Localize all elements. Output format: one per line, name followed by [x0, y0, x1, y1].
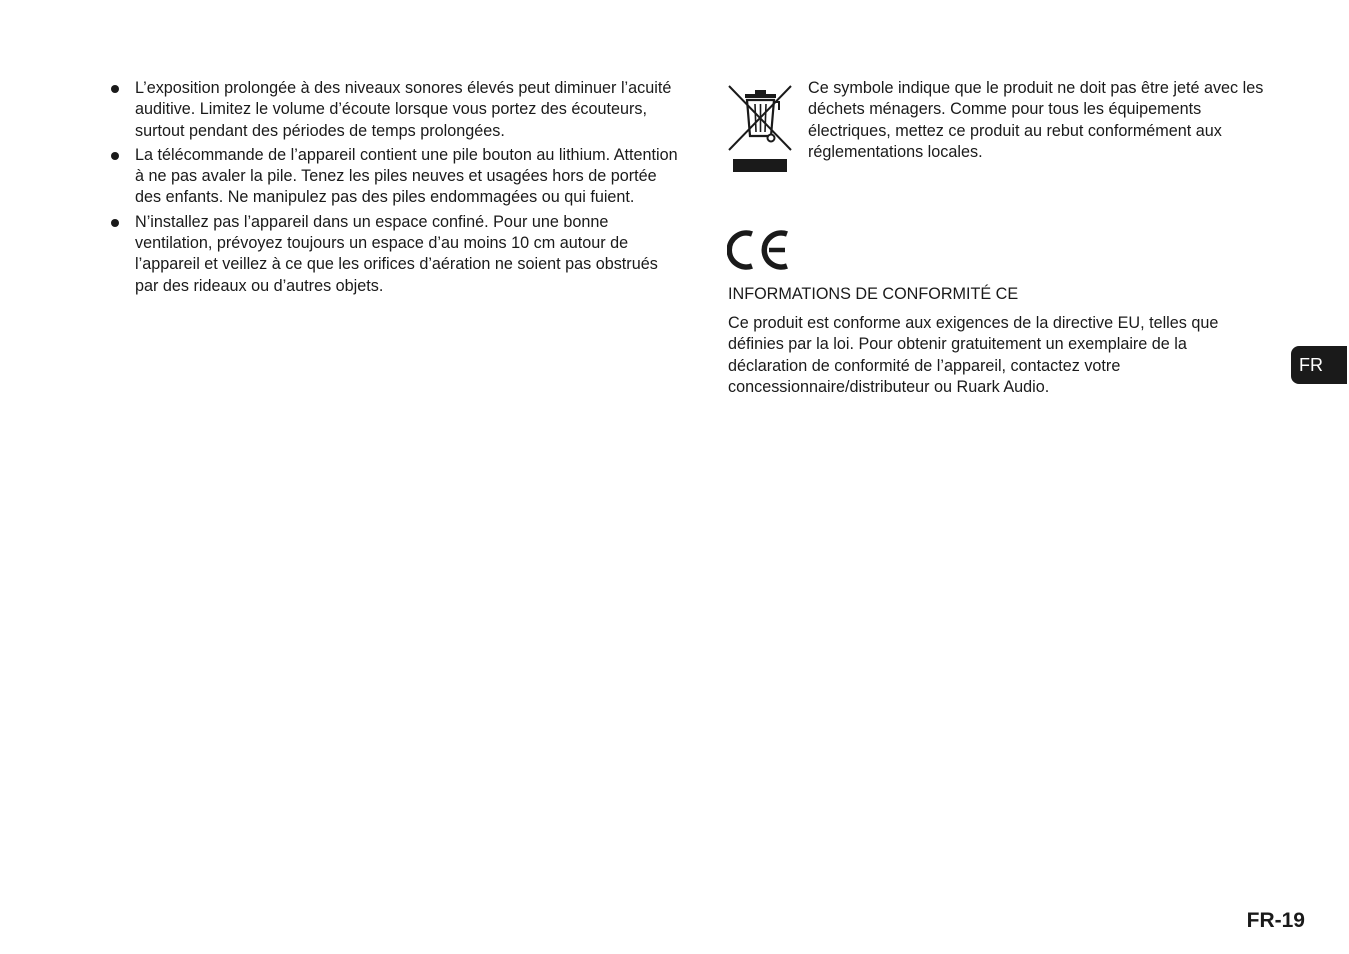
safety-bullet-list	[108, 78, 678, 297]
safety-bullet-item	[108, 145, 678, 209]
safety-bullet-item	[108, 212, 678, 297]
page-number: FR-19	[1246, 909, 1305, 932]
safety-bullet-text: N’installez pas l’appareil dans un espace confiné. Pour une bonne ventilation, prévoyez toujours un espace d’au moins 10 cm autour de l’appareil et veillez à ce que les orifices d’aération ne soient pas obstrués par des rideaux ou d’autres objets.	[135, 212, 658, 295]
safety-bullet-text: L’exposition prolongée à des niveaux sonores élevés peut diminuer l’acuité auditive. Limitez le volume d’écoute lorsque vous portez des écouteurs, surtout pendant des périodes de temps prolongées.	[135, 79, 672, 140]
ce-mark-icon	[727, 228, 791, 272]
safety-bullet-text: La télécommande de l’appareil contient une pile bouton au lithium. Attention à ne pas avaler la pile. Tenez les piles neuves et usagées hors de portée des enfants. Ne manipulez pas des piles endommagées ou qui fuient.	[135, 145, 678, 207]
ce-conformity-heading: INFORMATIONS DE CONFORMITÉ CE	[728, 285, 1019, 303]
safety-instructions	[108, 78, 678, 300]
bullet-dot-icon	[111, 85, 119, 93]
bullet-dot-icon	[111, 152, 119, 160]
ce-conformity-text: Ce produit est conforme aux exigences de la directive EU, telles que définies par la loi. Pour obtenir gratuitement un exemplaire de la déclaration de conformité de l’appareil, contactez votre concessionnaire/distributeur ou Ruark Audio.	[728, 314, 1219, 396]
bullet-dot-icon	[111, 219, 119, 227]
crossed-out-wheelie-bin-icon	[727, 82, 793, 172]
language-tab: FR	[1291, 346, 1347, 384]
safety-bullet-item	[108, 78, 678, 142]
weee-text: Ce symbole indique que le produit ne doit pas être jeté avec les déchets ménagers. Comme pour tous les équipements électriques, mettez ce produit au rebut conformément aux réglementations locales.	[808, 79, 1264, 161]
